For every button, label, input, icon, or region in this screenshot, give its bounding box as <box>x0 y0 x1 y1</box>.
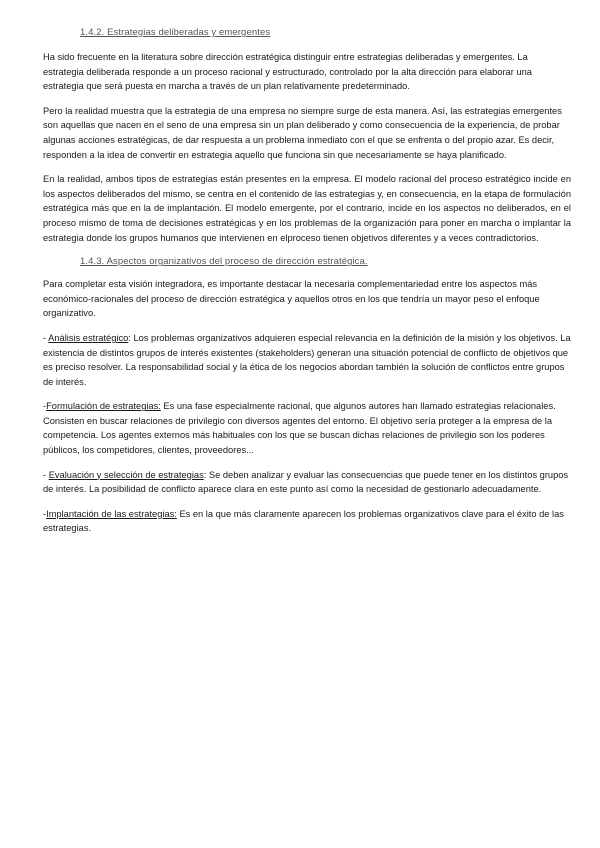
list-item-term: Implantación de las estrategias: <box>46 508 177 519</box>
list-item-strategy-formulation <box>43 399 571 457</box>
list-item-text: : Se deben analizar y evaluar las consecuencias que puede tener en los distintos grupos de interés. La posibilidad de conflicto aparece clara en este punto así como la necesidad de gestionarlo adecuadamente. <box>43 469 569 495</box>
list-item-term: Evaluación y selección de estrategias <box>48 469 204 480</box>
list-item-prefix: - <box>43 469 49 480</box>
list-item-strategy-implementation <box>43 507 571 536</box>
list-item-text: Es una fase especialmente racional, que algunos autores han llamado estrategias relacionales. Consisten en buscar relaciones de privilegio con diversos agentes del entorno. El objetivo sería proteger a la empresa de la competencia. Los agentes externos más habituales con los que se buscan dichas relaciones de privilegio son los poderes públicos, los competidores, clientes, proveedores... <box>43 401 556 456</box>
paragraph-emergent-strategy: Pero la realidad muestra que la estrategia de una empresa no siempre surge de esta manera. Así, las estrategias emergentes son aquellas que nacen en el seno de una empresa sin un plan deliberado y como consecuencia de la experiencia, de probar algunas acciones estratégicas, de dar respuesta a un problema inmediato con el que se enfrenta o del propio azar. Es decir, responden a la idea de convertir en estrategia aquello que funciona sin que necesariamente se haya planificado. <box>43 105 562 160</box>
list-item-term: Formulación de estrategias: <box>46 401 161 412</box>
list-item-term: Análisis estratégico <box>48 332 129 343</box>
document-page <box>43 26 571 546</box>
paragraph-deliberate-strategy: Ha sido frecuente en la literatura sobre dirección estratégica distinguir entre estrategias deliberadas y emergentes. La estrategia deliberada responde a un proceso racional y estructurado, controlado por la alta dirección para elaborar una estrategia que será puesta en marcha a través de un plan relativamente predeterminado. <box>43 52 532 92</box>
section-heading-1-4-2: 1.4.2. Estrategias deliberadas y emergentes <box>80 27 271 38</box>
list-item-prefix: - <box>43 401 47 412</box>
paragraph-both-types: En la realidad, ambos tipos de estrategias están presentes en la empresa. El modelo racional del proceso estratégico incide en los aspectos deliberados del mismo, se centra en el contenido de las estrategias y, en consecuencia, en la etapa de formulación estratégica más que en la de implantación. El modelo emergente, por el contrario, incide en los aspectos no deliberados, en el proceso mismo de toma de decisiones estratégicas y en los problemas de la organización para poner en marcha o implantar la estrategia donde los grupos humanos que intervienen en elproceso tienen objetivos diferentes y a veces contradictorios. <box>43 174 571 243</box>
list-item-prefix: - <box>43 508 47 519</box>
list-item-strategy-evaluation <box>43 468 571 497</box>
list-item-strategic-analysis <box>43 331 571 389</box>
section-heading-1-4-3: 1.4.3. Aspectos organizativos del proceso de dirección estratégica. <box>80 256 368 268</box>
list-item-text: : Los problemas organizativos adquieren especial relevancia en la definición de la misión y los objetivos. La existencia de distintos grupos de interés existentes (stakeholders) generan una situación potencial de conflicto de objetivos que es preciso resolver. La responsabilidad social y la ética de los negocios abordan también la solución de conflictos entre grupos de interés. <box>43 332 571 387</box>
paragraph-integrative-view: Para completar esta visión integradora, es importante destacar la necesaria complementariedad entre los aspectos más económico-racionales del proceso de dirección estratégica y aquellos otros en los que tendría un mayor peso el enfoque organizativo. <box>43 279 540 319</box>
list-item-prefix: - <box>43 332 49 343</box>
list-item-text: Es en la que más claramente aparecen los problemas organizativos clave para el éxito de las estrategias. <box>43 508 564 534</box>
